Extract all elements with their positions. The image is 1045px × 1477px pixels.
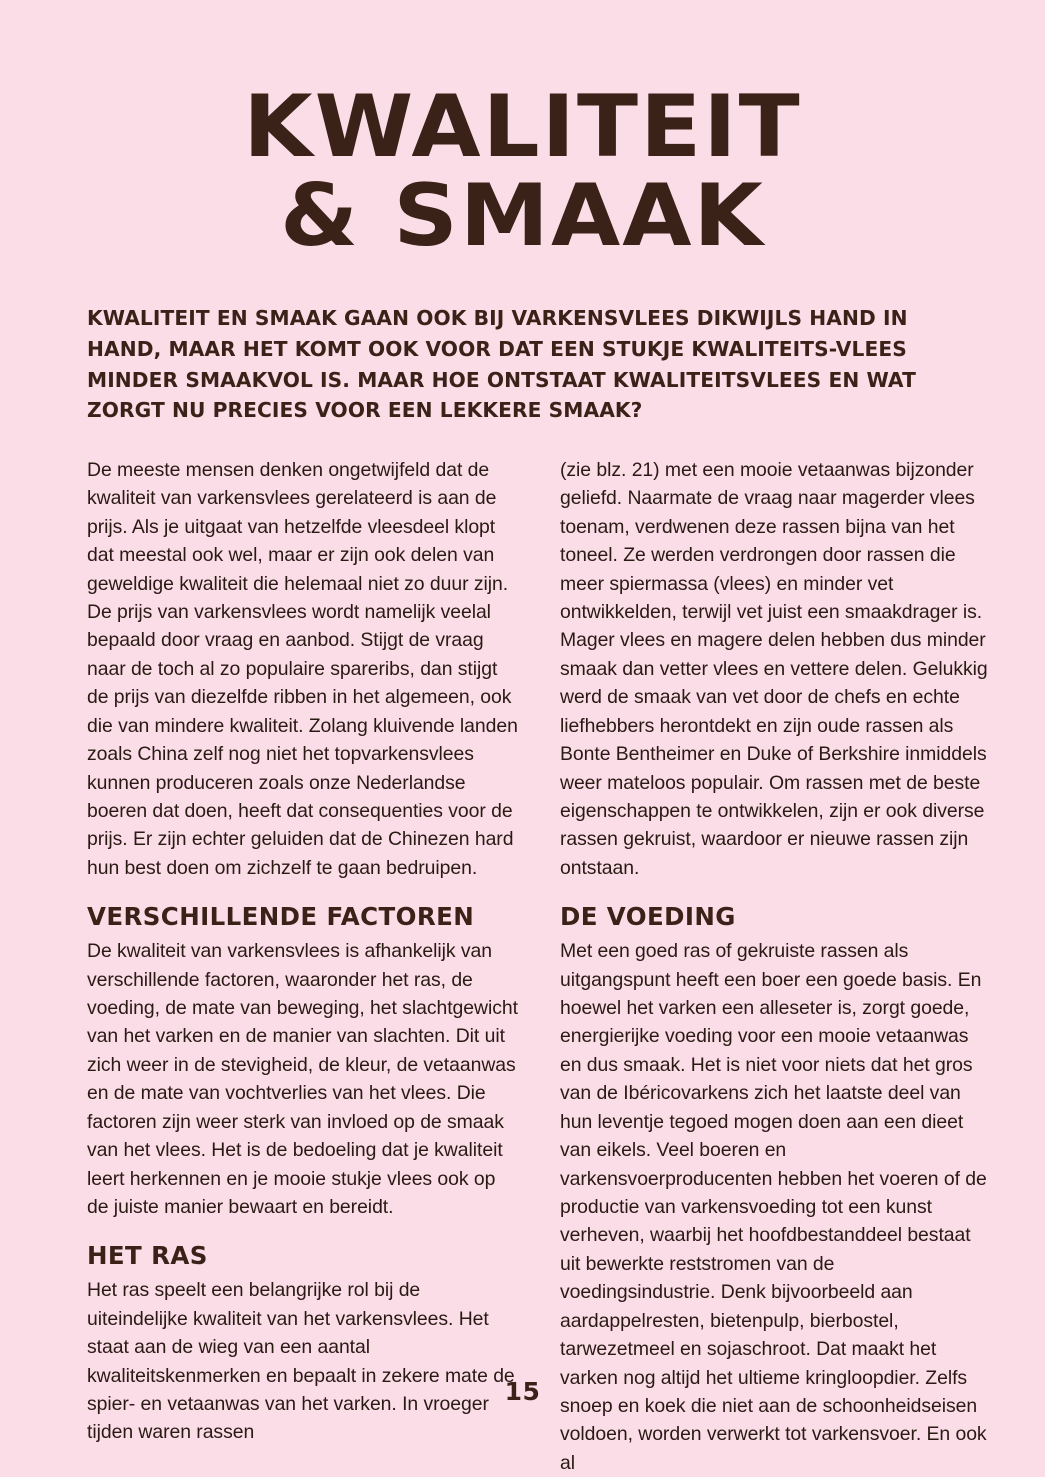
right-column — [560, 456, 995, 1477]
page-number: 15 — [504, 1377, 541, 1406]
page-title — [0, 0, 1045, 266]
article-body-columns — [87, 456, 988, 1477]
left-column-paragraph-2: De kwaliteit van varkensvlees is afhankelijk van verschillende factoren, waaronder het ras, de voeding, de mate van beweging, het slachtgewicht van het varken en de manier van slachten. Dit uit zich weer in de stevigheid, de kleur, de vetaanwas en de mate van vochtverlies van het vlees. Die factoren zijn weer sterk van invloed op de smaak van het vlees. Het is de bedoeling dat je kwaliteit leert herkennen en je mooie stukje vlees ook op de juiste manier bewaart en bereidt. — [87, 940, 518, 1218]
left-column — [87, 456, 522, 1447]
page-title-line-2: & SMAAK — [280, 165, 765, 266]
page-title-line-1: KWALITEIT — [243, 77, 802, 177]
right-column-paragraph-2: Met een goed ras of gekruiste rassen als uitgangspunt heeft een boer een goede basis. En hoewel het varken een alleseter is, zorgt goede, energierijke voeding voor een mooie vetaanwas en dus smaak. Het is niet voor niets dat het gros van de Ibéricovarkens zich het laatste deel van hun leventje tegoed mogen doen aan een dieet van eikels. Veel boeren en varkensvoerproducenten hebben het voeren of de productie van varkensvoeding tot een kunst verheven, waarbij het hoofdbestanddeel bestaat uit bewerkte reststromen van de voedingsindustrie. Denk bijvoorbeeld aan aardappelresten, bietenpulp, bierbostel, tarwezetmeel en sojaschroot. Dat maakt het varken nog altijd het ultieme kringloopdier. Zelfs snoep en koek die niet aan de schoonheidseisen voldoen, worden verwerkt tot varkensvoer. En ook al — [560, 940, 987, 1474]
section-heading-verschillende-factoren: VERSCHILLENDE FACTOREN — [87, 902, 475, 932]
left-column-paragraph-3: Het ras speelt een belangrijke rol bij de uiteindelijke kwaliteit van het varkensvlees. Het staat aan de wieg van een aantal kwaliteitskenmerken en bepaalt in zekere mate de spier- en vetaanwas van het varken. In vroeger tijden waren rassen — [87, 1279, 515, 1444]
section-heading-de-voeding: DE VOEDING — [560, 902, 736, 932]
article-standfirst: KWALITEIT EN SMAAK GAAN OOK BIJ VARKENSVLEES DIKWIJLS HAND IN HAND, MAAR HET KOMT OOK VOOR DAT EEN STUKJE KWALITEITS-VLEES MINDER SMAAKVOL IS. MAAR HOE ONTSTAAT KWALITEITSVLEES EN WAT ZORGT NU PRECIES VOOR EEN LEKKERE SMAAK? — [87, 306, 916, 423]
left-column-paragraph-1: De meeste mensen denken ongetwijfeld dat de kwaliteit van varkensvlees gerelateerd is aan de prijs. Als je uitgaat van hetzelfde vleesdeel klopt dat meestal ook wel, maar er zijn ook delen van geweldige kwaliteit die helemaal niet zo duur zijn. De prijs van varkensvlees wordt namelijk veelal bepaald door vraag en aanbod. Stijgt de vraag naar de toch al zo populaire spareribs, dan stijgt de prijs van diezelfde ribben in het algemeen, ook die van mindere kwaliteit. Zolang kluivende landen zoals China zelf nog niet het topvarkensvlees kunnen produceren zoals onze Nederlandse boeren dat doen, heeft dat consequenties voor de prijs. Er zijn echter geluiden dat de Chinezen hard hun best doen om zichzelf te gaan bedruipen. — [87, 458, 518, 879]
right-column-paragraph-1: (zie blz. 21) met een mooie vetaanwas bijzonder geliefd. Naarmate de vraag naar magerder vlees toenam, verdwenen deze rassen bijna van het toneel. Ze werden verdrongen door rassen die meer spiermassa (vlees) en minder vet ontwikkelden, terwijl vet juist een smaakdrager is. Mager vlees en magere delen hebben dus minder smaak dan vetter vlees en vettere delen. Gelukkig werd de smaak van vet door de chefs en echte liefhebbers herontdekt en zijn oude rassen als Bonte Bentheimer en Duke of Berkshire inmiddels weer mateloos populair. Om rassen met de beste eigenschappen te ontwikkelen, zijn er ook diverse rassen gekruist, waardoor er nieuwe rassen zijn ontstaan. — [560, 458, 988, 879]
section-heading-het-ras: HET RAS — [87, 1241, 208, 1271]
